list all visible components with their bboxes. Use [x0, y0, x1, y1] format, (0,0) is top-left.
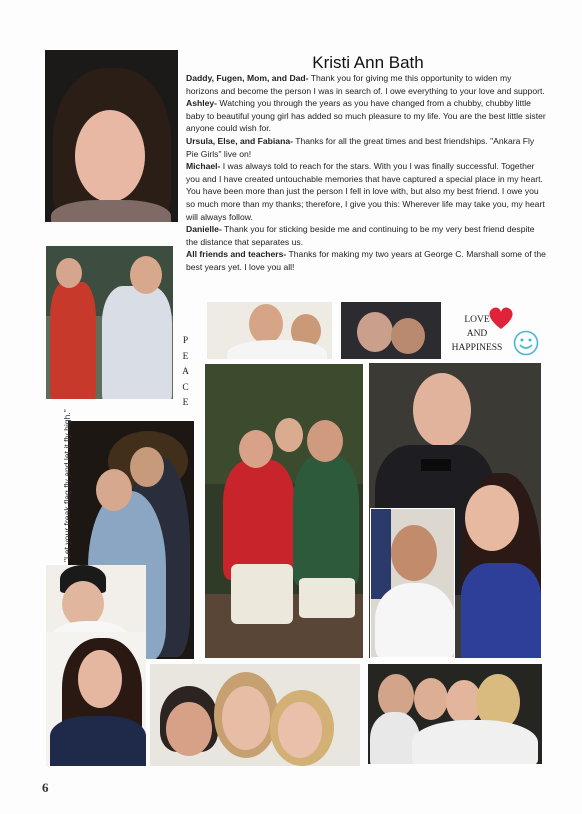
peace-caption: P E A C E	[182, 336, 190, 408]
three-girls-photo	[150, 664, 360, 766]
message-block	[186, 72, 546, 274]
page-title: Kristi Ann Bath	[312, 53, 424, 72]
message-paragraph: Danielle- Thank you for sticking beside me and continuing to be my very best friend despite the distance that separates us.	[186, 224, 535, 247]
side-quote: "Let your freak flag fly and let it fly high."	[62, 409, 72, 562]
portrait-photo	[45, 50, 178, 222]
message-paragraph: Michael- I was always told to reach for the stars. With you I was finally successful. Together you and I have created untouchable memories that have captured a special place in my heart. You have been more than just the person I fell in love with, but also my best friend. I owe you so much more than my thanks; therefore, I give you this: Wherever life may take you, my heart will always follow.	[186, 161, 545, 222]
message-paragraph: Ursula, Else, and Fabiana- Thanks for all the great times and best friendships. "Ankara Fly Pie Girls" live on!	[186, 135, 535, 159]
dark-hair-girl-photo	[46, 632, 146, 766]
couple-leaning-photo	[341, 302, 441, 359]
two-boys-photo	[207, 302, 332, 359]
heart-icon	[487, 305, 515, 331]
smiling-boy-photo	[370, 508, 455, 658]
smiley-icon	[513, 330, 539, 356]
love-and-happiness-caption: LOVE AND HAPPINESS	[451, 315, 503, 353]
message-paragraph: All friends and teachers- Thanks for making my two years at George C. Marshall some of the best years yet. I love you all!	[186, 249, 546, 272]
message-paragraph: Daddy, Fugen, Mom, and Dad- Thank you for giving me this opportunity to widen my horizons and become the person I was in search of. I owe everything to your love and support.	[186, 73, 545, 96]
message-paragraph: Ashley- Watching you through the years as you have changed from a chubby, chubby little baby to beautiful young girl has added so much pleasure to my life. You are the best little sister anyone could wish for.	[186, 98, 546, 134]
page-number: 6	[42, 780, 49, 795]
group-photo	[368, 664, 542, 764]
family-photo	[205, 364, 363, 658]
